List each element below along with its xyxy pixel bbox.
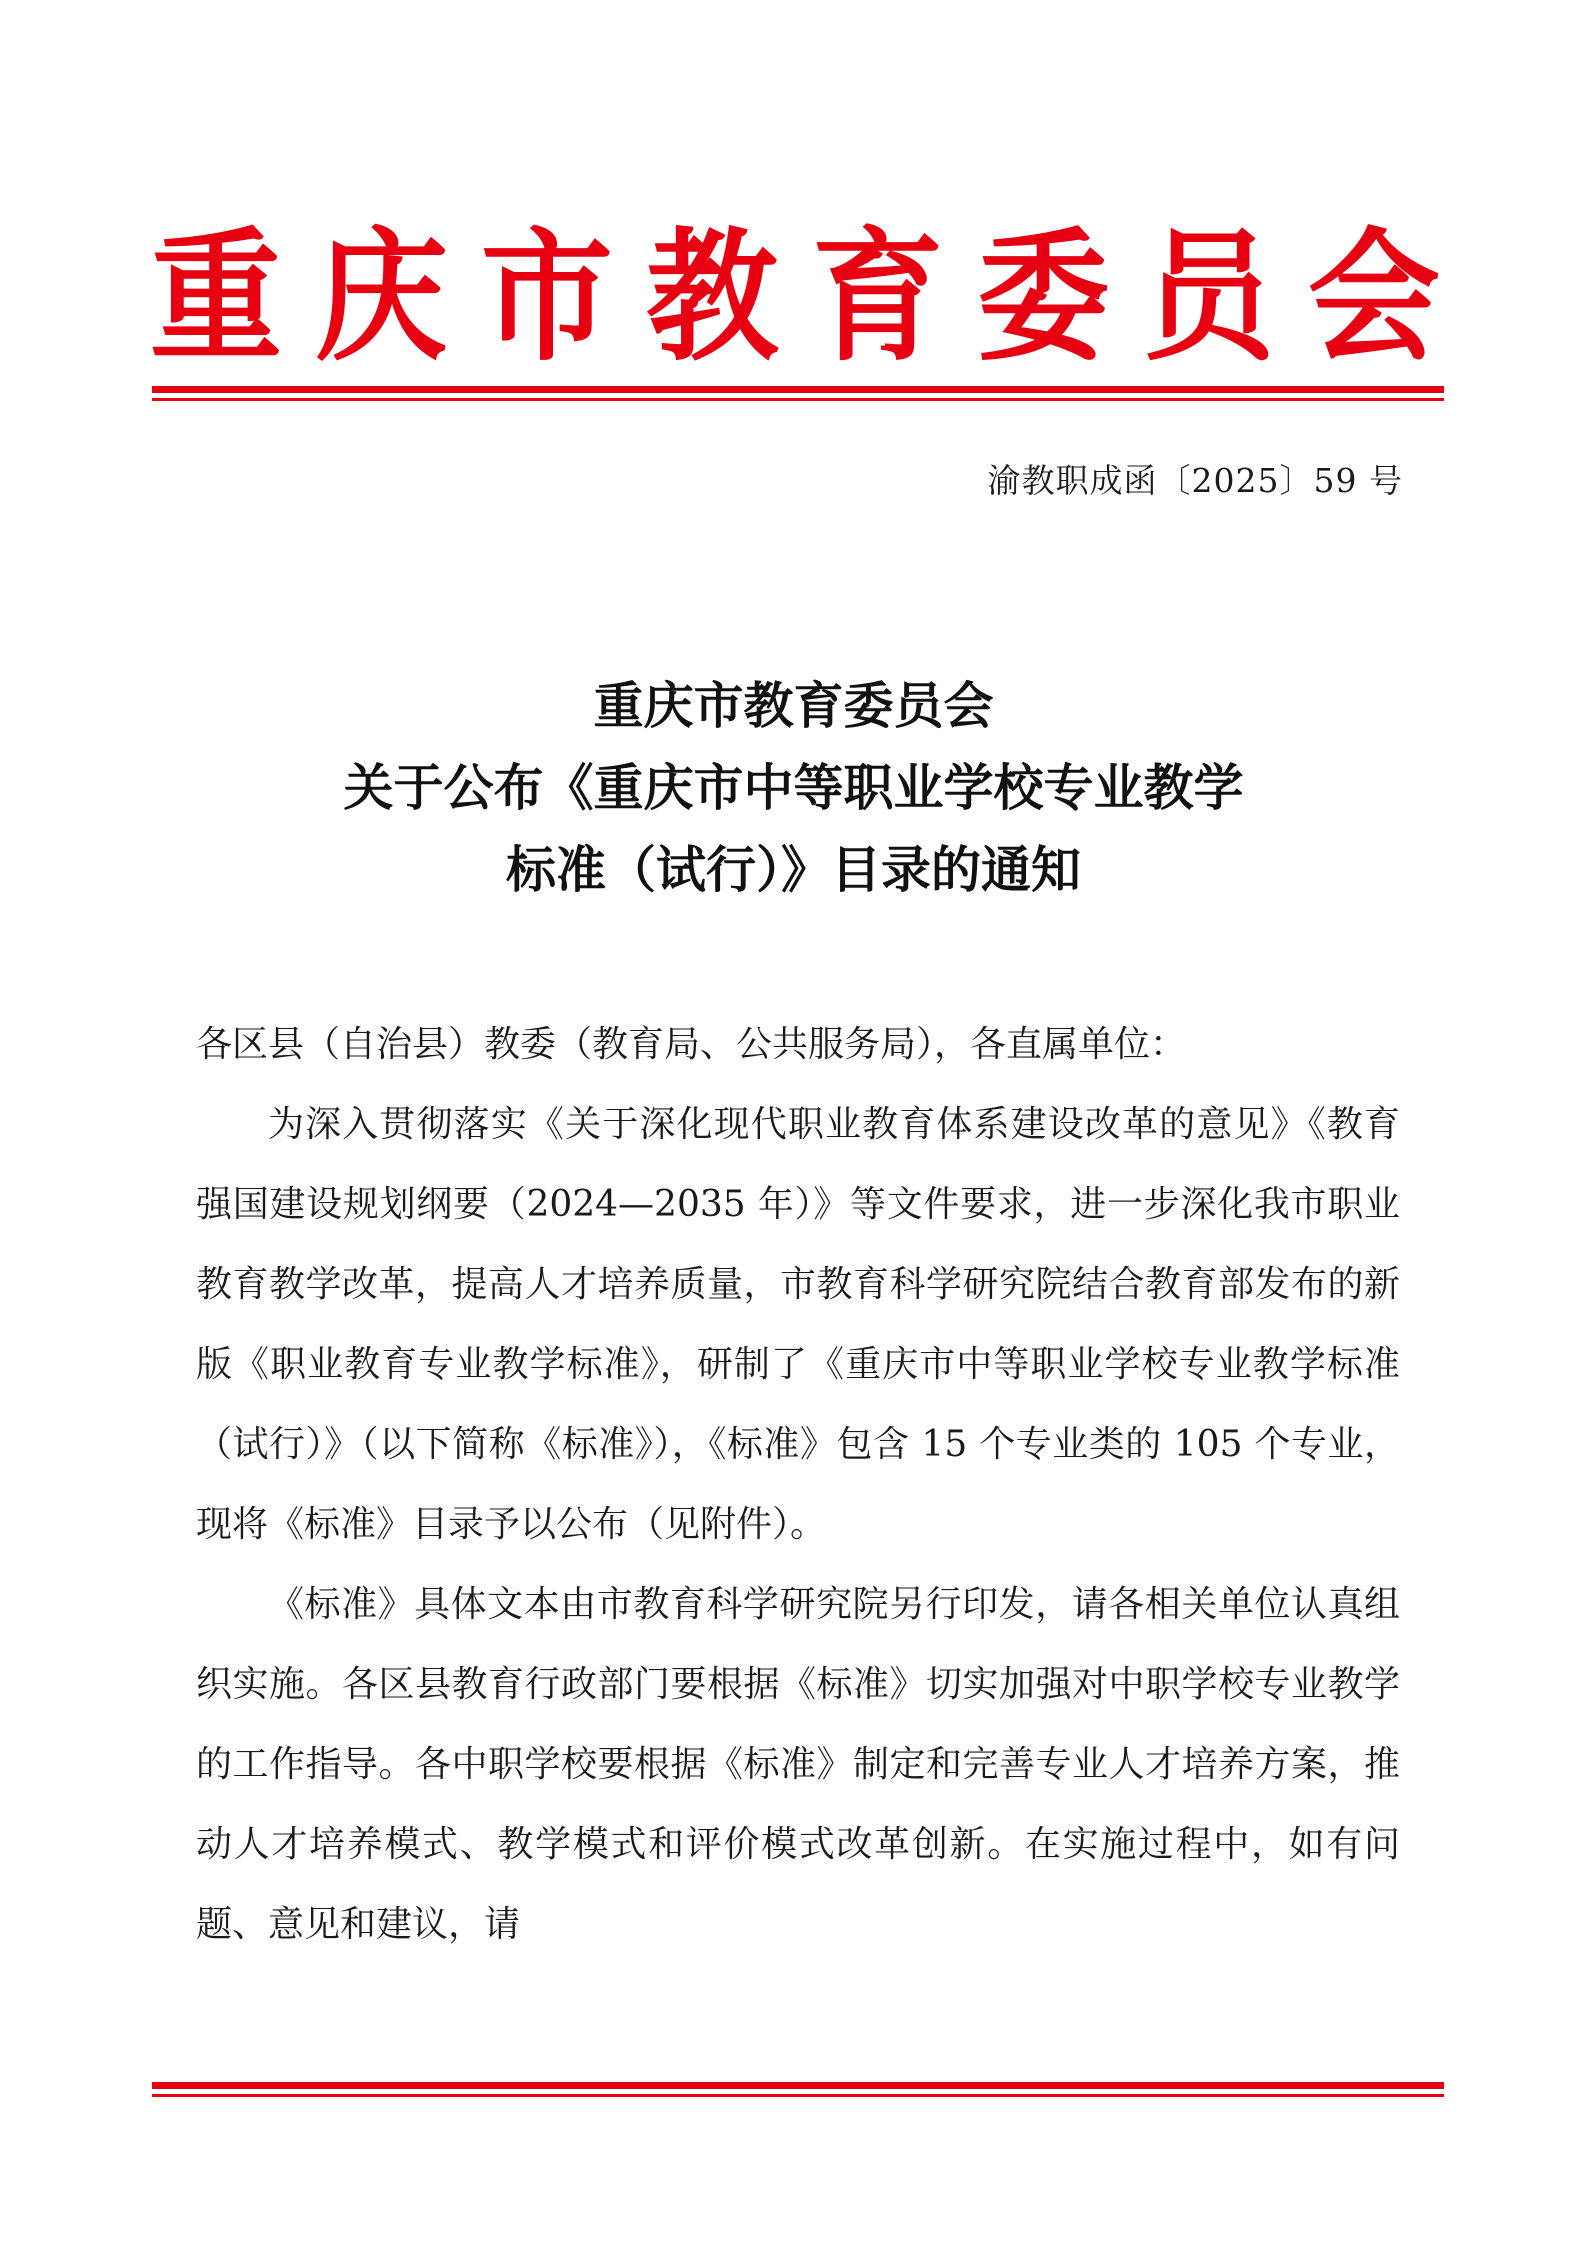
body-paragraph: 为深入贯彻落实《关于深化现代职业教育体系建设改革的意见》《教育强国建设规划纲要（2024—2035 年）》等文件要求，进一步深化我市职业教育教学改革，提高人才培养质量，市教育科学研究院结合教育部发布的新版《职业教育专业教学标准》，研制了《重庆市中等职业学校专业教学标准（试行）》（以下简称《标准》），《标准》包含 15 个专业类的 105 个专业，现将《标准》目录予以公布（见附件）。 (196, 1104, 1400, 1545)
body-paragraph: 《标准》具体文本由市教育科学研究院另行印发，请各相关单位认真组织实施。各区县教育行政部门要根据《标准》切实加强对中职学校专业教学的工作指导。各中职学校要根据《标准》制定和完善专业人才培养方案，推动人才培养模式、教学模式和评价模式改革创新。在实施过程中，如有问题、意见和建议，请 (196, 1584, 1400, 1945)
masthead-char: 会 (1307, 213, 1440, 382)
title-line-3: 标准（试行）》目录的通知 (506, 841, 1081, 899)
document-body (196, 1005, 1400, 1965)
document-number: 渝教职成函〔2025〕59 号 (987, 461, 1403, 500)
masthead-char: 员 (1142, 213, 1275, 382)
title-line-2: 关于公布《重庆市中等职业学校专业教学 (343, 759, 1244, 817)
greeting: 各区县（自治县）教委（教育局、公共服务局），各直属单位： (196, 1024, 1187, 1065)
masthead-char: 市 (480, 213, 613, 382)
document-title (0, 665, 1587, 911)
divider-thin-line (152, 398, 1444, 401)
masthead-char: 重 (150, 213, 282, 382)
masthead-char: 庆 (315, 213, 448, 382)
masthead-char: 教 (646, 213, 779, 382)
title-line-1: 重庆市教育委员会 (593, 677, 994, 735)
masthead-divider (152, 386, 1444, 401)
masthead-char: 育 (811, 213, 944, 382)
masthead (150, 213, 1440, 382)
footer-divider (152, 2082, 1444, 2097)
masthead-char: 委 (977, 213, 1110, 382)
divider-thin-line (152, 2094, 1444, 2097)
divider-thick-line (152, 2082, 1444, 2089)
divider-thick-line (152, 386, 1444, 393)
